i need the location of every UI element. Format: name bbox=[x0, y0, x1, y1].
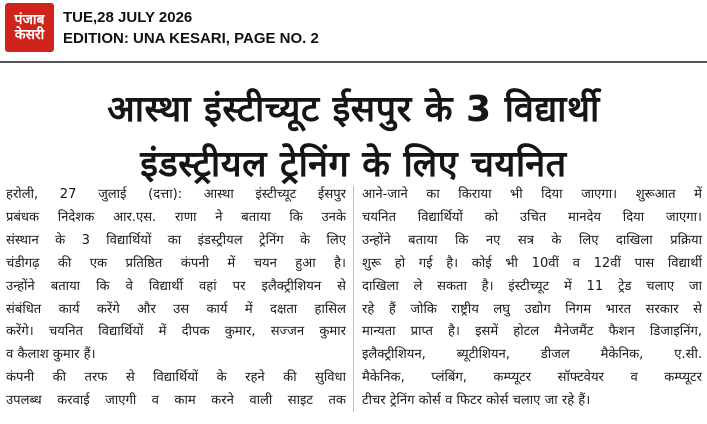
article-line: करेंगे। चयनित विद्यार्थियों में दीपक कुमार, सज्जन कुमार bbox=[6, 324, 346, 340]
article-line: इलैक्ट्रीशियन, ब्यूटीशियन, डीजल मैकेनिक, ए.सी. bbox=[362, 347, 702, 363]
article-line: मान्यता प्राप्त है। इसमें होटल मैनेजमैंट फैशन डिजाइनिंग, bbox=[362, 324, 702, 340]
newspaper-logo bbox=[5, 3, 54, 52]
header-divider bbox=[0, 61, 707, 63]
article-line: मैकेनिक, प्लंबिंग, कम्प्यूटर सॉफ्टवेयर व कम्प्यूटर bbox=[362, 370, 702, 386]
edition-info bbox=[63, 7, 319, 49]
logo-line-1: पंजाब bbox=[14, 11, 45, 28]
article-line: संस्थान के 3 विद्यार्थियों का इंडस्ट्रीयल ट्रेनिंग के लिए bbox=[6, 232, 346, 248]
issue-date: TUE,28 JULY 2026 bbox=[63, 9, 193, 26]
headline-line-1: आस्था इंस्टीच्यूट ईसपुर के 3 विद्यार्थी bbox=[107, 89, 600, 130]
article-line: आने-जाने का किराया भी दिया जाएगा। शुरूआत में bbox=[362, 187, 702, 202]
article-line: कंपनी की तरफ से विद्यार्थियों के रहने की सुविधा bbox=[6, 370, 346, 386]
article-line: उपलब्ध करवाई जाएगी व काम करने वाली साइट तक bbox=[6, 393, 346, 409]
article-line: दाखिला ले सकता है। इंस्टीच्यूट में 11 ट्रेड चलाए जा bbox=[362, 278, 702, 294]
article-line: उन्होंने बताया कि वे विद्यार्थी वहां पर इलैक्ट्रीशियन से bbox=[6, 278, 346, 294]
article-line: चंडीगढ़ की एक प्रतिष्ठित कंपनी में चयन हुआ है। bbox=[6, 255, 346, 271]
logo-line-2: केसरी bbox=[14, 26, 45, 43]
article-line: चयनित विद्यार्थियों को उचित मानदेय दिया जाएगा। bbox=[362, 209, 702, 225]
article-column-right bbox=[362, 184, 702, 413]
article-line: व कैलाश कुमार हैं। bbox=[6, 347, 96, 363]
column-divider bbox=[353, 186, 354, 412]
edition-line: EDITION: UNA KESARI, PAGE NO. 2 bbox=[63, 30, 319, 47]
headline-line-2: इंडस्ट्रीयल ट्रेनिंग के लिए चयनित bbox=[140, 144, 567, 185]
article-line: शुरू हो गई है। कोई भी 10वीं व 12वीं पास विद्यार्थी bbox=[362, 255, 702, 271]
article-line: हरोली, 27 जुलाई (दत्ता): आस्था इंस्टीच्यूट ईसपुर bbox=[6, 187, 346, 202]
article-line: प्रबंधक निदेशक आर.एस. राणा ने बताया कि उनके bbox=[6, 209, 346, 225]
article-line: रहे हैं जोकि राष्ट्रीय लघु उद्योग निगम भारत सरकार से bbox=[362, 301, 702, 317]
article-line: संबंधित कार्य करेंगे और उस कार्य में दक्षता हासिल bbox=[6, 301, 346, 317]
article-line: टीचर ट्रेनिंग कोर्स व फिटर कोर्स चलाए जा रहे हैं। bbox=[362, 393, 591, 409]
article-column-left bbox=[6, 184, 346, 413]
article-line: उन्होंने बताया कि नए सत्र के लिए दाखिला प्रक्रिया bbox=[362, 232, 702, 248]
